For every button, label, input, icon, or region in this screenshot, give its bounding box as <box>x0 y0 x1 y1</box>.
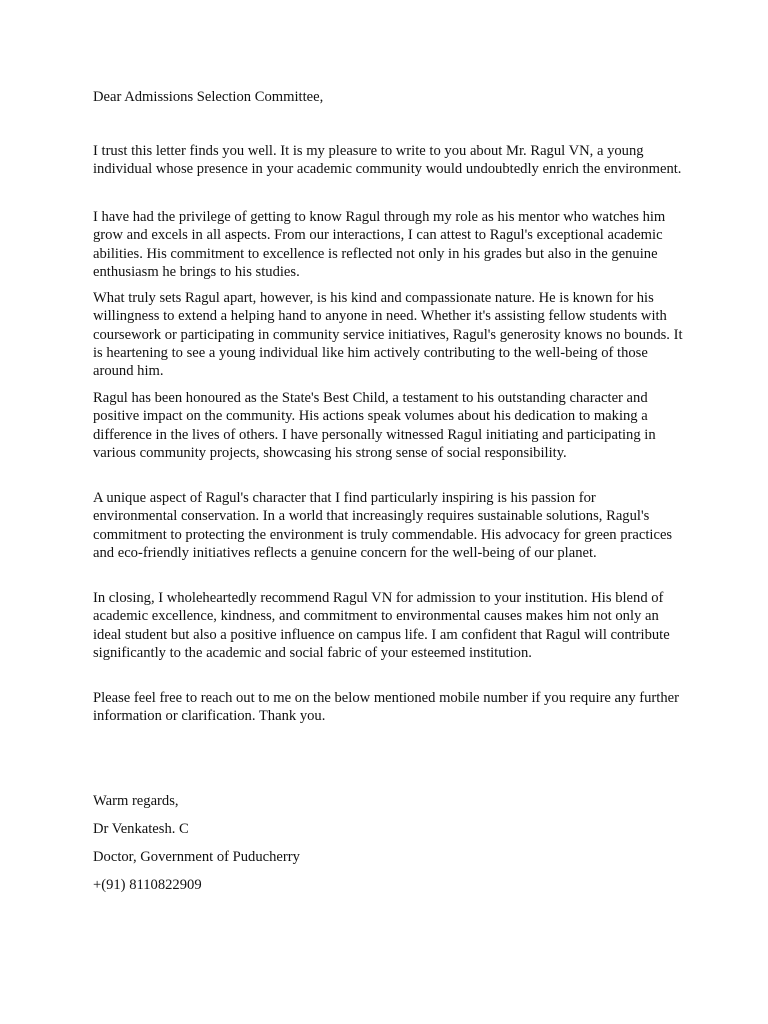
letter-paragraph: Please feel free to reach out to me on the below mentioned mobile number if you require any further information or clarification. Thank you. <box>93 690 679 725</box>
signatory-name: Dr Venkatesh. C <box>93 821 189 837</box>
signatory-role: Doctor, Government of Puducherry <box>93 849 300 865</box>
signatory-phone: +(91) 8110822909 <box>93 877 202 893</box>
letter-paragraph: I trust this letter finds you well. It is my pleasure to write to you about Mr. Ragul VN, a young individual whose presence in your academic community would undoubtedly enrich the environment. <box>93 143 682 178</box>
letter-greeting: Dear Admissions Selection Committee, <box>93 89 324 105</box>
letter-signoff: Warm regards, <box>93 793 179 809</box>
letter-paragraph: A unique aspect of Ragul's character that I find particularly inspiring is his passion for environmental conservation. In a world that increasingly requires sustainable solutions, Ragul's commitment to protecting the environment is truly commendable. His advocacy for green practices and eco-friendly initiatives reflects a genuine concern for the well-being of our planet. <box>93 490 673 561</box>
letter-paragraph: I have had the privilege of getting to know Ragul through my role as his mentor who watches him grow and excels in all aspects. From our interactions, I can attest to Ragul's exceptional academic abilities. His commitment to excellence is reflected not only in his grades but also in the genuine enthusiasm he brings to his studies. <box>93 209 666 280</box>
letter-paragraph: What truly sets Ragul apart, however, is his kind and compassionate nature. He is known for his willingness to extend a helping hand to anyone in need. Whether it's assisting fellow students with coursework or participating in community service initiatives, Ragul's generosity knows no bounds. It is heartening to see a young individual like him actively contributing to the well-being of those around him. <box>93 290 683 380</box>
letter-paragraph: Ragul has been honoured as the State's Best Child, a testament to his outstanding character and positive impact on the community. His actions speak volumes about his dedication to making a difference in the lives of others. I have personally witnessed Ragul initiating and participating in various community projects, showcasing his strong sense of social responsibility. <box>93 390 656 461</box>
letter-paragraph: In closing, I wholeheartedly recommend Ragul VN for admission to your institution. His blend of academic excellence, kindness, and commitment to environmental causes makes him not only an ideal student but also a positive influence on campus life. I am confident that Ragul will contribute significantly to the academic and social fabric of your esteemed institution. <box>93 590 670 661</box>
